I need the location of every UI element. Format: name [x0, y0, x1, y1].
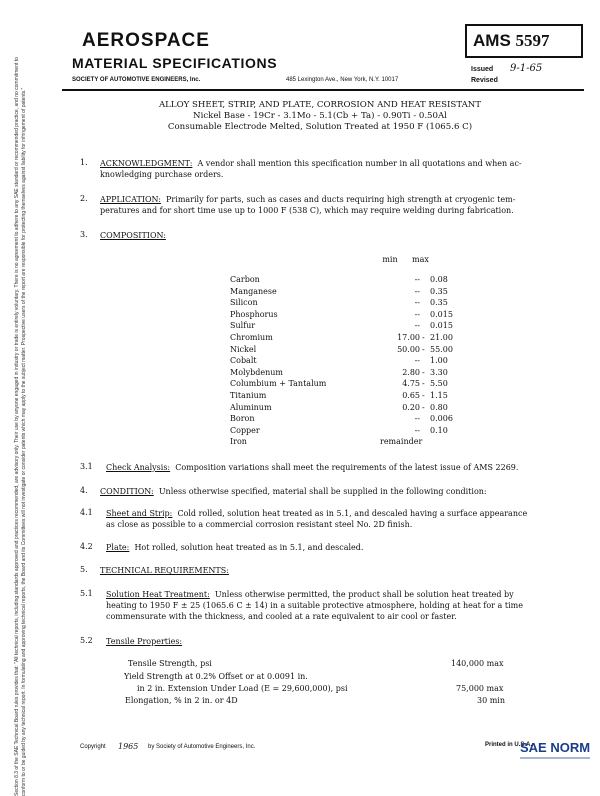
section-1-text-2: knowledging purchase orders. [100, 170, 224, 179]
range-dash: - [422, 333, 425, 342]
sae-norm-logo [520, 738, 592, 762]
section-3-number: 3. [80, 230, 88, 239]
ams-number [473, 31, 550, 51]
ams-number-box [465, 24, 583, 58]
section-4-1 [106, 508, 566, 530]
section-5-1-text-3: commensurate with the thickness, and cooled at a rate equivalent to air cool or faster. [106, 612, 457, 621]
element-name: Aluminum [230, 402, 272, 412]
section-4 [100, 486, 560, 497]
ams-number-value: 5597 [515, 31, 550, 50]
title-line-3: Consumable Electrode Melted, Solution Treated at 1950 F (1065.6 C) [167, 122, 473, 132]
element-max: 5.50 [430, 379, 448, 389]
section-1-number: 1. [80, 158, 88, 167]
element-min: -- [414, 356, 420, 366]
element-max: 0.80 [430, 402, 448, 412]
element-min: 0.65 [402, 391, 420, 400]
elongation-value: 30 min [477, 696, 506, 705]
extension-label: in 2 in. Extension Under Load (E = 29,600,000), psi [137, 684, 348, 693]
element-name: Boron [230, 414, 255, 424]
section-2-text-2: peratures and for short time use up to 1000 F (538 C), which may require welding during fabrication. [100, 206, 514, 215]
section-5-1-heading: Solution Heat Treatment: [106, 590, 210, 599]
element-name: Molybdenum [230, 367, 283, 377]
revised-label: Revised [471, 77, 498, 84]
header-subtitle: MATERIAL SPECIFICATIONS [72, 55, 278, 71]
element-max: 0.35 [430, 286, 448, 296]
tensile-strength-label: Tensile Strength, psi [128, 659, 212, 668]
copyright-year: 1965 [118, 742, 139, 751]
range-dash: - [422, 402, 425, 412]
section-2 [100, 194, 560, 216]
element-name: Carbon [230, 275, 260, 284]
side-disclaimer: Section 8.3 of the SAE Technical Board rules provides that: "All technical reports, including standards approved and practices recommended, are advisory only. Their use by anyone engaged in industry or trade is entirely voluntary. There is no agreement to adhere to any SAE standard or recommended practice, and no commitment to conform to or be guided by any technical report. In formulating and approving technical reports, the Board and its Committees will not investigate or consider patents which may apply to the subject matter. Prospective users of the report are responsible for protecting themselves against liability for infringement of patents." [14, 57, 27, 796]
element-name: Titanium [230, 391, 267, 400]
yield-strength-label: Yield Strength at 0.2% Offset or at 0.0091 in. [124, 672, 308, 681]
section-5-2-number: 5.2 [80, 636, 93, 645]
element-max: 0.006 [430, 414, 453, 424]
header-title: AEROSPACE [82, 30, 210, 51]
section-2-heading: APPLICATION: [100, 195, 161, 204]
printed-label: Printed in U.S.A. [485, 742, 533, 748]
section-5-number: 5. [80, 565, 88, 574]
logo-text: SAE NORM [520, 740, 591, 755]
element-name: Iron [230, 437, 247, 447]
element-min: 50.00 [397, 344, 420, 354]
element-min: 4.75 [402, 379, 420, 389]
title-line-1: ALLOY SHEET, STRIP, AND PLATE, CORROSION AND HEAT RESISTANT [158, 100, 482, 110]
range-dash: - [422, 379, 425, 389]
element-min: 17.00 [397, 333, 420, 342]
section-4-text: Unless otherwise specified, material shall be supplied in the following condition: [158, 487, 487, 496]
element-min: remainder [380, 437, 423, 447]
elongation-label: Elongation, % in 2 in. or 4D [125, 696, 238, 705]
element-max: 21.00 [430, 333, 453, 342]
range-dash: - [422, 391, 425, 400]
element-name: Chromium [230, 333, 273, 342]
element-min: -- [414, 321, 420, 331]
section-5-1-text: Unless otherwise permitted, the product shall be solution heat treated by [214, 590, 514, 599]
section-3-1-heading: Check Analysis: [106, 463, 171, 472]
section-4-1-heading: Sheet and Strip: [106, 509, 173, 518]
section-2-text: Primarily for parts, such as cases and ducts requiring high strength at cryogenic tem- [166, 195, 516, 204]
element-name: Nickel [230, 344, 257, 354]
range-dash: - [422, 344, 425, 354]
section-5-heading: TECHNICAL REQUIREMENTS: [100, 566, 229, 575]
section-3 [100, 230, 560, 241]
section-4-1-number: 4.1 [80, 508, 93, 517]
section-5-2-heading: Tensile Properties: [106, 637, 183, 646]
element-max: 0.10 [430, 425, 448, 435]
header [62, 22, 470, 86]
tensile-strength-value: 140,000 max [451, 659, 504, 668]
issued-date: 9-1-65 [510, 63, 543, 74]
section-2-number: 2. [80, 194, 88, 203]
section-4-heading: CONDITION: [100, 487, 154, 496]
section-5-1 [106, 589, 566, 622]
element-min: -- [414, 286, 420, 296]
element-max: 0.08 [430, 275, 448, 284]
section-3-1-text: Composition variations shall meet the requirements of the latest issue of AMS 2269. [175, 463, 519, 472]
element-max: 1.15 [430, 391, 448, 400]
society-name: SOCIETY OF AUTOMOTIVE ENGINEERS, Inc. [72, 77, 201, 83]
section-3-1-number: 3.1 [80, 462, 93, 471]
section-4-2-text: Hot rolled, solution heat treated as in 5.1, and descaled. [134, 543, 364, 552]
element-name: Copper [230, 425, 260, 435]
section-4-2-heading: Plate: [106, 543, 130, 552]
copyright-label: Copyright [80, 744, 106, 750]
ams-prefix: AMS [473, 31, 511, 50]
society-address: 485 Lexington Ave., New York, N.Y. 10017 [286, 77, 399, 83]
title-line-2: Nickel Base - 19Cr - 3.1Mo - 5.1(Cb + Ta) - 0.90Ti - 0.50Al [193, 111, 447, 121]
section-1 [100, 158, 560, 180]
section-4-2-number: 4.2 [80, 542, 93, 551]
section-5-1-text-2: heating to 1950 F ± 25 (1065.6 C ± 14) in a suitable protective atmosphere, holding at heat for a time [106, 601, 523, 610]
section-5-1-number: 5.1 [80, 589, 93, 598]
element-min: -- [414, 309, 420, 319]
yield-strength-value: 75,000 max [456, 684, 504, 693]
issued-label: Issued [471, 66, 494, 73]
section-4-1-text-2: as close as possible to a commercial corrosion resistant steel No. 2D finish. [106, 520, 413, 529]
element-min: 2.80 [402, 367, 420, 377]
element-name: Silicon [230, 298, 258, 308]
spec-title [70, 100, 570, 133]
section-4-2 [106, 542, 566, 553]
copyright-owner: by Society of Automotive Engineers, Inc. [148, 744, 256, 750]
section-3-heading: COMPOSITION: [100, 231, 166, 240]
element-min: -- [414, 425, 420, 435]
element-max: 0.015 [430, 309, 453, 319]
element-name: Phosphorus [230, 309, 278, 319]
element-name: Columbium + Tantalum [230, 379, 327, 389]
range-dash: - [422, 367, 425, 377]
section-5-2 [106, 636, 566, 647]
section-4-1-text: Cold rolled, solution heat treated as in 5.1, and descaled having a surface appearance [177, 509, 528, 518]
element-name: Cobalt [230, 356, 257, 366]
element-name: Sulfur [230, 321, 256, 331]
section-5 [100, 565, 560, 576]
element-min: -- [414, 275, 420, 284]
section-1-text: A vendor shall mention this specification number in all quotations and when ac- [197, 159, 522, 168]
element-max: 0.35 [430, 298, 448, 308]
element-max: 3.30 [430, 367, 448, 377]
element-max: 1.00 [430, 356, 448, 366]
header-rule [62, 89, 584, 91]
element-min: -- [414, 414, 420, 424]
element-min: -- [414, 298, 420, 308]
max-header: max [412, 255, 429, 264]
element-min: 0.20 [402, 402, 420, 412]
element-name: Manganese [230, 286, 277, 296]
element-max: 55.00 [430, 344, 453, 354]
min-header: min [382, 255, 398, 264]
section-1-heading: ACKNOWLEDGMENT: [100, 159, 193, 168]
section-4-number: 4. [80, 486, 88, 495]
element-max: 0.015 [430, 321, 453, 331]
section-3-1 [106, 462, 566, 473]
